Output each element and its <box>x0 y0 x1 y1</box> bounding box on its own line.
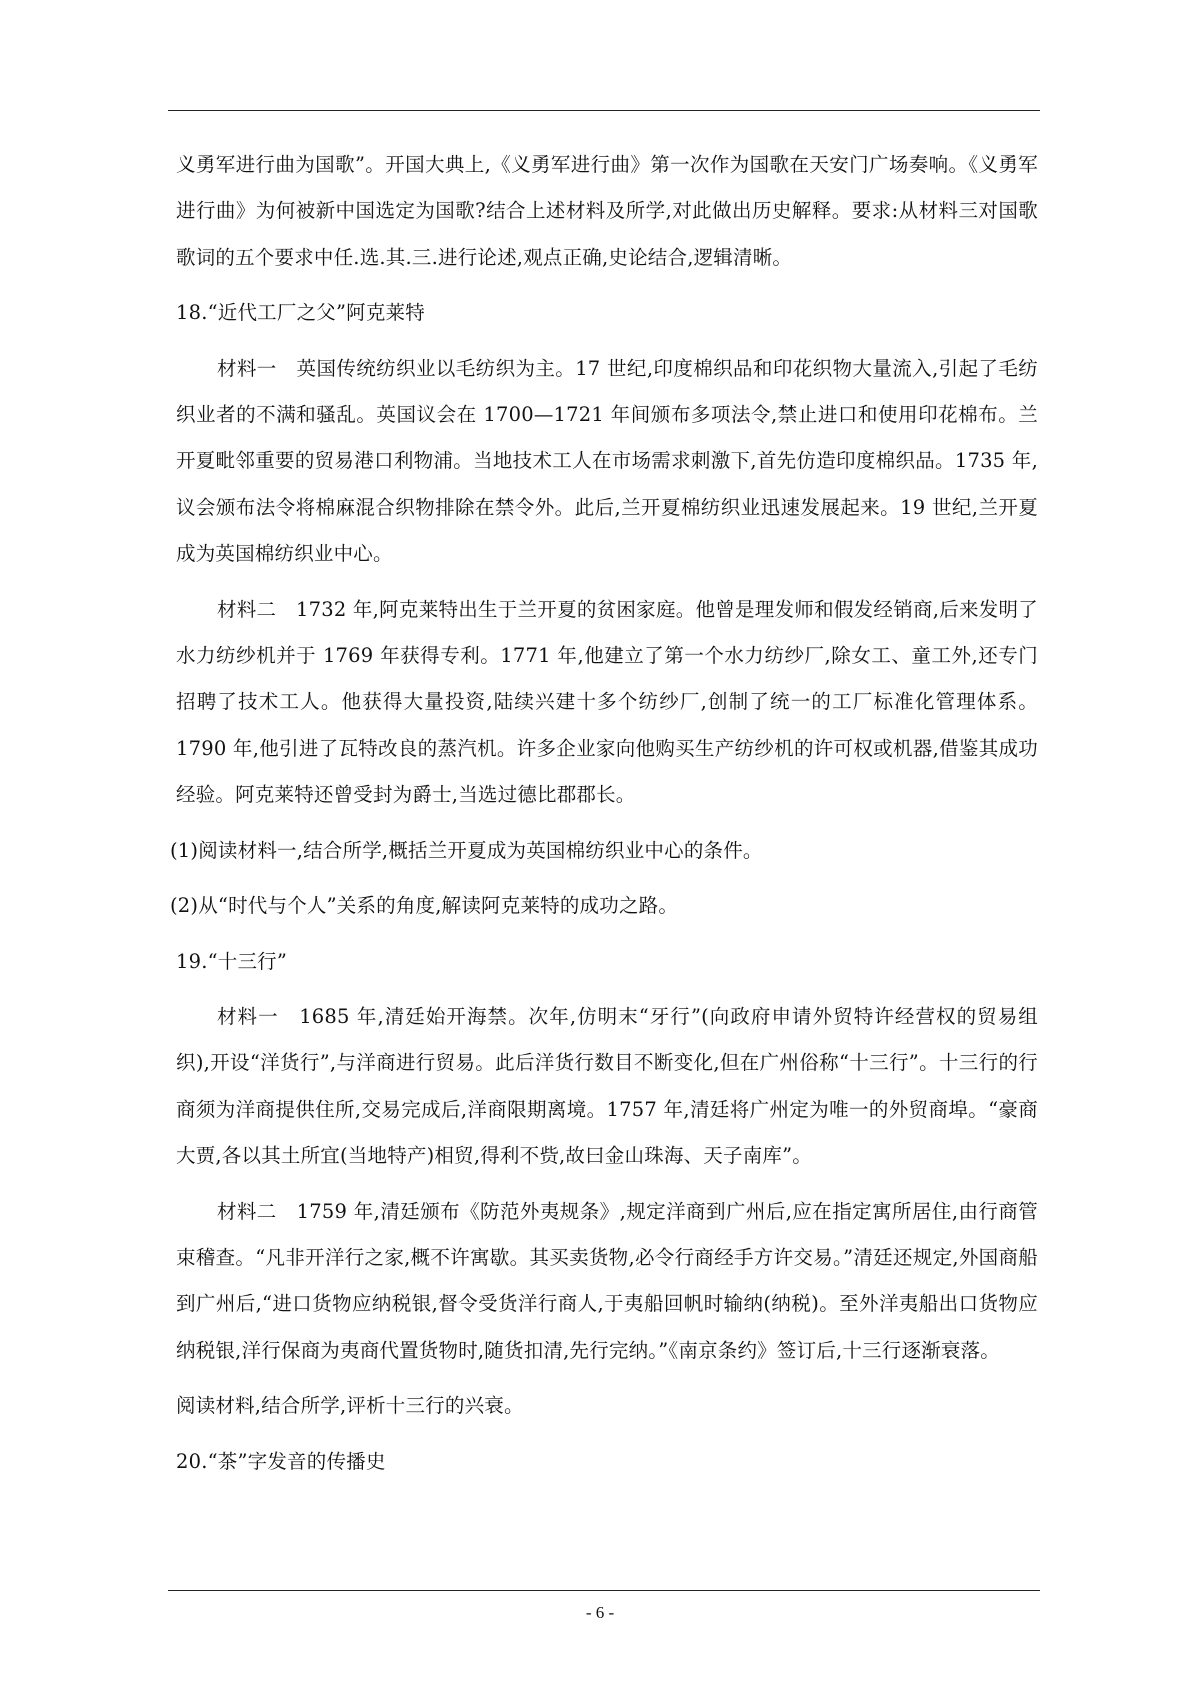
q19-material-1: 材料一 1685 年,清廷始开海禁。次年,仿明末“牙行”(向政府申请外贸特许经营权的贸易组织),开设“洋货行”,与洋商进行贸易。此后洋货行数目不断变化,但在广州俗称“十三行”。十三行的行商须为洋商提供住所,交易完成后,洋商限期离境。1757 年,清廷将广州定为唯一的外贸商埠。“豪商大贾,各以其土所宜(当地特产)相贸,得利不赀,故曰金山珠海、天子南库”。 <box>176 1004 1038 1168</box>
header-rule <box>168 110 1040 111</box>
question-20-title: 20.“茶”字发音的传播史 <box>176 1449 386 1473</box>
q18-material-1: 材料一 英国传统纺织业以毛纺织为主。17 世纪,印度棉织品和印花织物大量流入,引起了毛纺织业者的不满和骚乱。英国议会在 1700—1721 年间颁布多项法令,禁止进口和使用印花棉布。兰开夏毗邻重要的贸易港口利物浦。当地技术工人在市场需求刺激下,首先仿造印度棉织品。1735 年,议会颁布法令将棉麻混合织物排除在禁令外。此后,兰开夏棉纺织业迅速发展起来。19 世纪,兰开夏成为英国棉纺织业中心。 <box>176 356 1038 566</box>
q19-question: 阅读材料,结合所学,评析十三行的兴衰。 <box>176 1394 524 1418</box>
continuation-paragraph: 义勇军进行曲为国歌”。开国大典上,《义勇军进行曲》第一次作为国歌在天安门广场奏响。《义勇军进行曲》为何被新中国选定为国歌?结合上述材料及所学,对此做出历史解释。要求:从材料三对国歌歌词的五个要求中任.选.其.三.进行论述,观点正确,史论结合,逻辑清晰。 <box>176 153 1038 269</box>
page-content <box>170 142 1038 1494</box>
page-number: - 6 - <box>585 1603 615 1622</box>
question-19-title: 19.“十三行” <box>176 949 288 973</box>
q18-subquestion-2: (2)从“时代与个人”关系的角度,解读阿克莱特的成功之路。 <box>170 894 679 918</box>
footer-rule <box>168 1590 1040 1591</box>
q18-material-2: 材料二 1732 年,阿克莱特出生于兰开夏的贫困家庭。他曾是理发师和假发经销商,后来发明了水力纺纱机并于 1769 年获得专利。1771 年,他建立了第一个水力纺纱厂,除女工、童工外,还专门招聘了技术工人。他获得大量投资,陆续兴建十多个纺纱厂,创制了统一的工厂标准化管理体系。1790 年,他引进了瓦特改良的蒸汽机。许多企业家向他购买生产纺纱机的许可权或机器,借鉴其成功经验。阿克莱特还曾受封为爵士,当选过德比郡郡长。 <box>176 597 1038 807</box>
question-18-title: 18.“近代工厂之父”阿克莱特 <box>176 301 425 325</box>
q19-material-2: 材料二 1759 年,清廷颁布《防范外夷规条》,规定洋商到广州后,应在指定寓所居住,由行商管束稽查。“凡非开洋行之家,概不许寓歇。其买卖货物,必令行商经手方许交易。”清廷还规定,外国商船到广州后,“进口货物应纳税银,督令受货洋行商人,于夷船回帆时输纳(纳税)。至外洋夷船出口货物应纳税银,洋行保商为夷商代置货物时,随货扣清,先行完纳。”《南京条约》签订后,十三行逐渐衰落。 <box>176 1199 1038 1362</box>
q18-subquestion-1: (1)阅读材料一,结合所学,概括兰开夏成为英国棉纺织业中心的条件。 <box>170 838 763 862</box>
